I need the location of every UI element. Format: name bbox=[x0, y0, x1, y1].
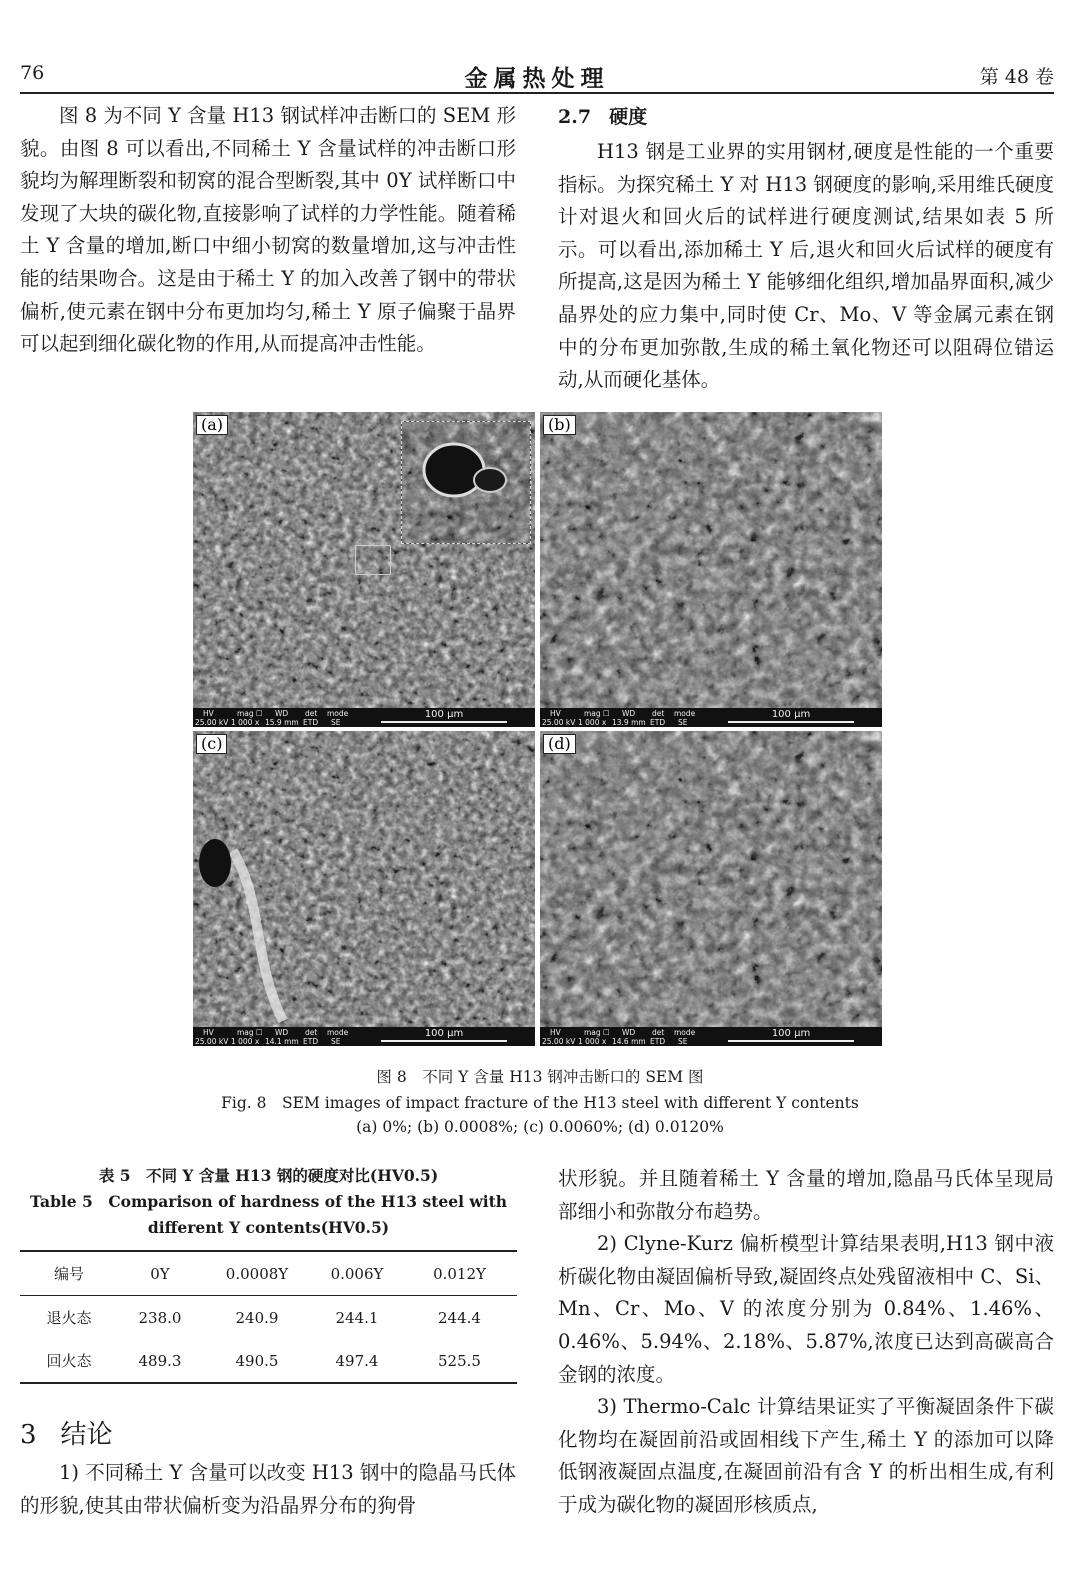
table-header-cell: 0.012Y bbox=[433, 1264, 486, 1283]
wd-value: 13.9 mm bbox=[612, 718, 646, 727]
table-cell: 240.9 bbox=[235, 1308, 279, 1327]
mode-value: SE bbox=[331, 718, 341, 727]
inset-marker-box bbox=[355, 545, 391, 575]
mode-value: SE bbox=[678, 1037, 688, 1046]
mode-value: SE bbox=[331, 1037, 341, 1046]
hv-value: 25.00 kV bbox=[195, 1037, 229, 1046]
mode-value: SE bbox=[678, 718, 688, 727]
table-caption-cn: 表 5 不同 Y 含量 H13 钢的硬度对比(HV0.5) bbox=[98, 1166, 439, 1185]
det-label: det bbox=[305, 709, 318, 718]
mode-label: mode bbox=[327, 709, 349, 718]
journal-title: 金属热处理 bbox=[464, 65, 610, 92]
paragraph-conclusion-1: 1) 不同稀土 Y 含量可以改变 H13 钢中的隐晶马氏体的形貌,使其由带状偏析变为沿晶界分布的狗骨 bbox=[20, 1461, 516, 1517]
sem-panel-a bbox=[193, 412, 535, 727]
wd-label: WD bbox=[275, 1028, 289, 1037]
table-row bbox=[20, 1296, 517, 1339]
table-header-cell: 0.0008Y bbox=[225, 1264, 289, 1283]
hv-label: HV bbox=[550, 1028, 561, 1037]
page-number: 76 bbox=[20, 62, 45, 84]
hv-label: HV bbox=[203, 1028, 214, 1037]
inset-image bbox=[402, 422, 530, 543]
section-number: 3 bbox=[20, 1420, 37, 1450]
running-header bbox=[20, 60, 1054, 90]
det-label: det bbox=[305, 1028, 318, 1037]
wd-label: WD bbox=[622, 709, 636, 718]
paragraph-conclusion-3: 3) Thermo-Calc 计算结果证实了平衡凝固条件下碳化物均在凝固前沿或固相线下产生,稀土 Y 的添加可以降低钢液凝固点温度,在凝固前沿有含 Y 的析出相生成,有利于成为碳化物的凝固形核质点, bbox=[558, 1395, 1054, 1516]
right-column-top bbox=[558, 104, 1054, 397]
panel-label: (d) bbox=[543, 734, 576, 754]
sem-panel-b bbox=[540, 412, 882, 727]
mag-value: 1 000 x bbox=[231, 1037, 260, 1046]
det-value: ETD bbox=[303, 718, 319, 727]
table-header-cell: 0.006Y bbox=[330, 1264, 384, 1283]
wd-label: WD bbox=[275, 709, 289, 718]
mag-label: mag ☐ bbox=[584, 1028, 610, 1037]
panel-label: (b) bbox=[543, 415, 576, 435]
scale-label: 100 μm bbox=[424, 1028, 464, 1039]
figure-8-sem-grid bbox=[193, 412, 882, 1046]
hv-value: 25.00 kV bbox=[542, 718, 576, 727]
paragraph-conclusion-1-cont: 状形貌。并且随着稀土 Y 含量的增加,隐晶马氏体呈现局部细小和弥散分布趋势。 bbox=[558, 1167, 1054, 1223]
table-cell: 497.4 bbox=[335, 1351, 379, 1370]
figure-caption-sub: (a) 0%; (b) 0.0008%; (c) 0.0060%; (d) 0.0120% bbox=[356, 1118, 724, 1136]
table-cell: 490.5 bbox=[235, 1351, 279, 1370]
det-label: det bbox=[652, 709, 665, 718]
left-column-bottom bbox=[20, 1457, 516, 1522]
scale-bar bbox=[381, 1040, 507, 1042]
right-column-bottom bbox=[558, 1163, 1054, 1522]
mag-value: 1 000 x bbox=[578, 718, 607, 727]
sem-info-bar bbox=[540, 708, 882, 727]
mag-label: mag ☐ bbox=[237, 1028, 263, 1037]
table-caption-en-2: different Y contents(HV0.5) bbox=[147, 1218, 390, 1237]
det-label: det bbox=[652, 1028, 665, 1037]
table-cell: 525.5 bbox=[438, 1351, 481, 1370]
mode-label: mode bbox=[674, 709, 696, 718]
mag-value: 1 000 x bbox=[578, 1037, 607, 1046]
section-number: 2.7 bbox=[558, 106, 592, 128]
scale-bar bbox=[728, 1040, 854, 1042]
figure-caption-en: Fig. 8 SEM images of impact fracture of the H13 steel with different Y contents bbox=[221, 1094, 859, 1112]
section-heading-hardness bbox=[558, 104, 1054, 130]
paragraph-fig8-discussion: 图 8 为不同 Y 含量 H13 钢试样冲击断口的 SEM 形貌。由图 8 可以看出,不同稀土 Y 含量试样的冲击断口形貌均为解理断裂和韧窝的混合型断裂,其中 0Y 试样断口中发现了大块的碳化物,直接影响了试样的力学性能。随着稀土 Y 含量的增加,断口中细小韧窝的数量增加,这与冲击性能的结果吻合。这是由于稀土 Y 的加入改善了钢中的带状偏析,使元素在钢中分布更加均匀,稀土 Y 原子偏聚于晶界可以起到细化碳化物的作用,从而提高冲击性能。 bbox=[20, 104, 516, 356]
table-header-cell: 0Y bbox=[150, 1264, 170, 1283]
inset-carbide-zoom bbox=[401, 421, 531, 544]
panel-label: (c) bbox=[196, 734, 227, 754]
table-row bbox=[20, 1339, 517, 1382]
left-column-top bbox=[20, 100, 516, 361]
det-value: ETD bbox=[650, 1037, 666, 1046]
hv-value: 25.00 kV bbox=[542, 1037, 576, 1046]
scale-bar bbox=[381, 721, 507, 723]
scale-label: 100 μm bbox=[771, 1028, 811, 1039]
sem-panel-c bbox=[193, 731, 535, 1046]
table-header-row bbox=[20, 1252, 517, 1296]
wd-value: 14.1 mm bbox=[265, 1037, 299, 1046]
mag-value: 1 000 x bbox=[231, 718, 260, 727]
figure-caption-cn: 图 8 不同 Y 含量 H13 钢冲击断口的 SEM 图 bbox=[376, 1068, 704, 1086]
sem-info-bar bbox=[193, 1027, 535, 1046]
paragraph-hardness: H13 钢是工业界的实用钢材,硬度是性能的一个重要指标。为探究稀土 Y 对 H13 钢硬度的影响,采用维氏硬度计对退火和回火后的试样进行硬度测试,结果如表 5 所示。可以看出,添加稀土 Y 后,退火和回火后试样的硬度有所提高,这是因为稀土 Y 能够细化组织,增加晶界面积,减少晶界处的应力集中,同时使 Cr、Mo、V 等金属元素在钢中的分布更加弥散,生成的稀土氧化物还可以阻碍位错运动,从而硬化基体。 bbox=[558, 140, 1054, 392]
scale-label: 100 μm bbox=[424, 709, 464, 720]
volume-label: 第 48 卷 bbox=[979, 66, 1054, 88]
det-value: ETD bbox=[303, 1037, 319, 1046]
det-value: ETD bbox=[650, 718, 666, 727]
mode-label: mode bbox=[327, 1028, 349, 1037]
panel-label: (a) bbox=[196, 415, 228, 435]
section-title: 硬度 bbox=[609, 106, 648, 128]
table-cell: 回火态 bbox=[46, 1352, 92, 1370]
mag-label: mag ☐ bbox=[584, 709, 610, 718]
sem-image-d bbox=[540, 731, 882, 1046]
wd-value: 14.6 mm bbox=[612, 1037, 646, 1046]
scale-label: 100 μm bbox=[771, 709, 811, 720]
hv-label: HV bbox=[550, 709, 561, 718]
sem-image-b bbox=[540, 412, 882, 727]
hv-label: HV bbox=[203, 709, 214, 718]
table-caption-en-1: Table 5 Comparison of hardness of the H13 steel with bbox=[29, 1192, 508, 1211]
paragraph-conclusion-2: 2) Clyne-Kurz 偏析模型计算结果表明,H13 钢中液析碳化物由凝固偏析导致,凝固终点处残留液相中 C、Si、Mn、Cr、Mo、V 的浓度分别为 0.84%、1.46%、0.46%、5.94%、2.18%、5.87%,浓度已达到高碳高合金钢的浓度。 bbox=[558, 1232, 1054, 1386]
hardness-table bbox=[20, 1250, 517, 1384]
header-rule bbox=[20, 92, 1054, 94]
wd-value: 15.9 mm bbox=[265, 718, 299, 727]
table-header-cell: 编号 bbox=[53, 1265, 84, 1283]
sem-panel-d bbox=[540, 731, 882, 1046]
table-cell: 489.3 bbox=[138, 1351, 182, 1370]
table-cell: 退火态 bbox=[46, 1309, 92, 1327]
mag-label: mag ☐ bbox=[237, 709, 263, 718]
table-cell: 244.1 bbox=[335, 1308, 379, 1327]
hv-value: 25.00 kV bbox=[195, 718, 229, 727]
wd-label: WD bbox=[622, 1028, 636, 1037]
table-cell: 238.0 bbox=[138, 1308, 182, 1327]
sem-info-bar bbox=[540, 1027, 882, 1046]
table-cell: 244.4 bbox=[438, 1308, 481, 1327]
sem-info-bar bbox=[193, 708, 535, 727]
section-heading-conclusion bbox=[20, 1417, 113, 1453]
section-title: 结论 bbox=[60, 1420, 113, 1450]
mode-label: mode bbox=[674, 1028, 696, 1037]
sem-image-c bbox=[193, 731, 535, 1046]
scale-bar bbox=[728, 721, 854, 723]
